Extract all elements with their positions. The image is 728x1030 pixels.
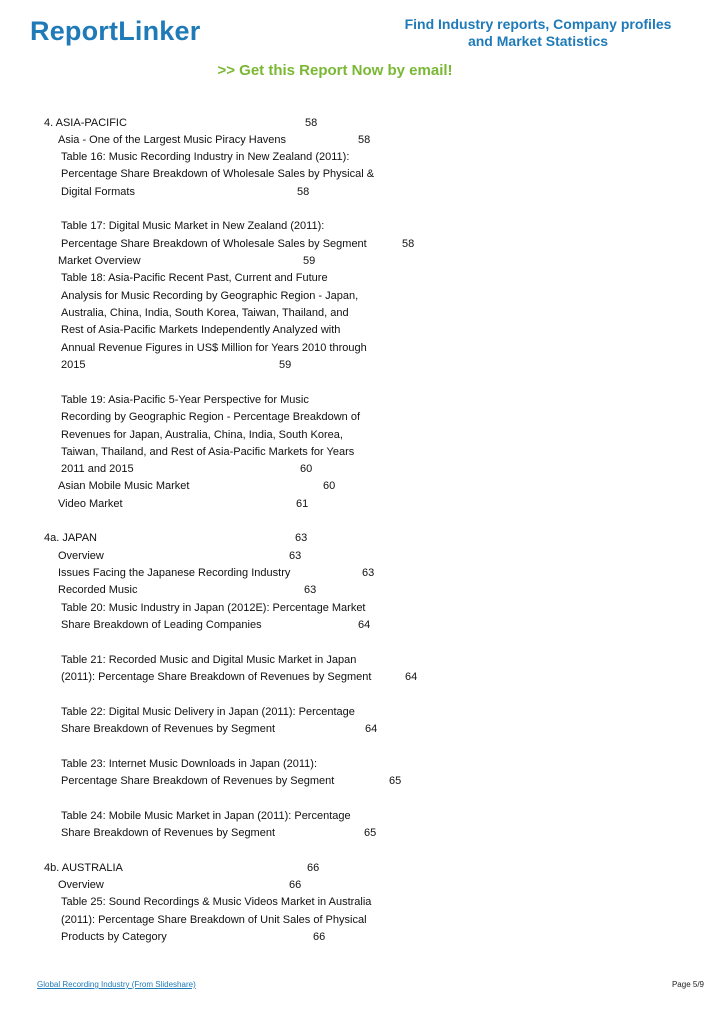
toc-table-text: Share Breakdown of Leading Companies (61, 619, 262, 631)
get-report-email-link[interactable]: >> Get this Report Now by email! (217, 62, 453, 79)
toc-page-number: 58 (358, 134, 371, 146)
toc-page-number: 64 (365, 723, 378, 735)
toc-table-text: Table 18: Asia-Pacific Recent Past, Current and Future (61, 272, 328, 284)
toc-table-text: Table 19: Asia-Pacific 5-Year Perspective for Music (61, 394, 309, 406)
toc-table-text: Revenues for Japan, Australia, China, India, South Korea, (61, 429, 343, 441)
header-tagline (368, 16, 708, 50)
toc-page-number: 60 (300, 463, 313, 475)
toc-table-text: Analysis for Music Recording by Geographic Region - Japan, (61, 290, 359, 302)
toc-table-text: Products by Category (61, 931, 167, 943)
toc-table-text: Table 17: Digital Music Market in New Zealand (2011): (61, 220, 325, 232)
toc-table-text: Digital Formats (61, 186, 135, 198)
toc-page-number: 58 (297, 186, 310, 198)
toc-page-number: 63 (304, 584, 317, 596)
toc-table-text: 2015 (61, 359, 86, 371)
toc-entry-text: Asia - One of the Largest Music Piracy Havens (58, 134, 287, 146)
toc-table-text: Table 24: Mobile Music Market in Japan (2011): Percentage (61, 810, 351, 822)
toc-entry-text: Asian Mobile Music Market (58, 480, 190, 492)
tagline-link-line1[interactable]: Find Industry reports, Company profiles (404, 16, 672, 32)
toc-table-text: Table 23: Internet Music Downloads in Japan (2011): (61, 758, 317, 770)
toc-page-number: 63 (289, 550, 302, 562)
toc-page-number: 60 (323, 480, 336, 492)
toc-section-title: 4. ASIA-PACIFIC (44, 117, 127, 129)
toc-page-number: 61 (296, 498, 309, 510)
toc-table-text: Rest of Asia-Pacific Markets Independently Analyzed with (61, 324, 341, 336)
toc-page-number: 64 (405, 671, 418, 683)
toc-table-text: Table 22: Digital Music Delivery in Japan (2011): Percentage (61, 706, 355, 718)
toc-table-text: Table 20: Music Industry in Japan (2012E): Percentage Market (61, 602, 366, 614)
toc-page-number: 58 (402, 238, 415, 250)
reportlinker-logo[interactable]: ReportLinker (30, 16, 201, 46)
toc-page-number: 59 (303, 255, 316, 267)
toc-page-number: 66 (313, 931, 326, 943)
toc-page-number: 59 (279, 359, 292, 371)
toc-entry-text: Issues Facing the Japanese Recording Industry (58, 567, 291, 579)
tagline-link-line2[interactable]: and Market Statistics (467, 33, 609, 49)
toc-entry-text: Market Overview (58, 255, 141, 267)
cta-bar (0, 62, 728, 80)
toc-table-text: Percentage Share Breakdown of Wholesale Sales by Segment (61, 238, 367, 250)
toc-table-text: Recording by Geographic Region - Percentage Breakdown of (61, 411, 361, 423)
toc-page-number: 63 (295, 532, 308, 544)
toc-table-text: (2011): Percentage Share Breakdown of Unit Sales of Physical (61, 914, 367, 926)
toc-table-text: (2011): Percentage Share Breakdown of Revenues by Segment (61, 671, 372, 683)
footer-source-link[interactable]: Global Recording Industry (From Slideshare) (37, 980, 196, 989)
toc-page-number: 66 (307, 862, 320, 874)
toc-entry-text: Recorded Music (58, 584, 138, 596)
toc-section-title: 4b. AUSTRALIA (44, 862, 123, 874)
toc-table-text: Share Breakdown of Revenues by Segment (61, 723, 276, 735)
toc-table-text: Percentage Share Breakdown of Revenues by Segment (61, 775, 335, 787)
toc-page-number: 65 (364, 827, 377, 839)
toc-page-number: 66 (289, 879, 302, 891)
toc-entry-text: Overview (58, 550, 104, 562)
footer-page-number: Page 5/9 (671, 980, 704, 989)
toc-entry-text: Video Market (58, 498, 123, 510)
toc-entry-text: Overview (58, 879, 104, 891)
toc-table-text: Share Breakdown of Revenues by Segment (61, 827, 276, 839)
toc-table-text: Annual Revenue Figures in US$ Million for Years 2010 through (61, 342, 367, 354)
toc-table-text: Table 21: Recorded Music and Digital Music Market in Japan (61, 654, 357, 666)
toc-page-number: 58 (305, 117, 318, 129)
toc-table-text: 2011 and 2015 (61, 463, 134, 475)
toc-table-text: Table 16: Music Recording Industry in New Zealand (2011): (61, 151, 350, 163)
toc-table-text: Table 25: Sound Recordings & Music Videos Market in Australia (61, 896, 372, 908)
toc-section-title: 4a. JAPAN (44, 532, 97, 544)
toc-page-number: 63 (362, 567, 375, 579)
toc-table-text: Percentage Share Breakdown of Wholesale Sales by Physical & (61, 168, 375, 180)
toc-table-text: Taiwan, Thailand, and Rest of Asia-Pacific Markets for Years (61, 446, 355, 458)
toc-page-number: 65 (389, 775, 402, 787)
toc-table-text: Australia, China, India, South Korea, Taiwan, Thailand, and (61, 307, 349, 319)
toc-page-number: 64 (358, 619, 371, 631)
